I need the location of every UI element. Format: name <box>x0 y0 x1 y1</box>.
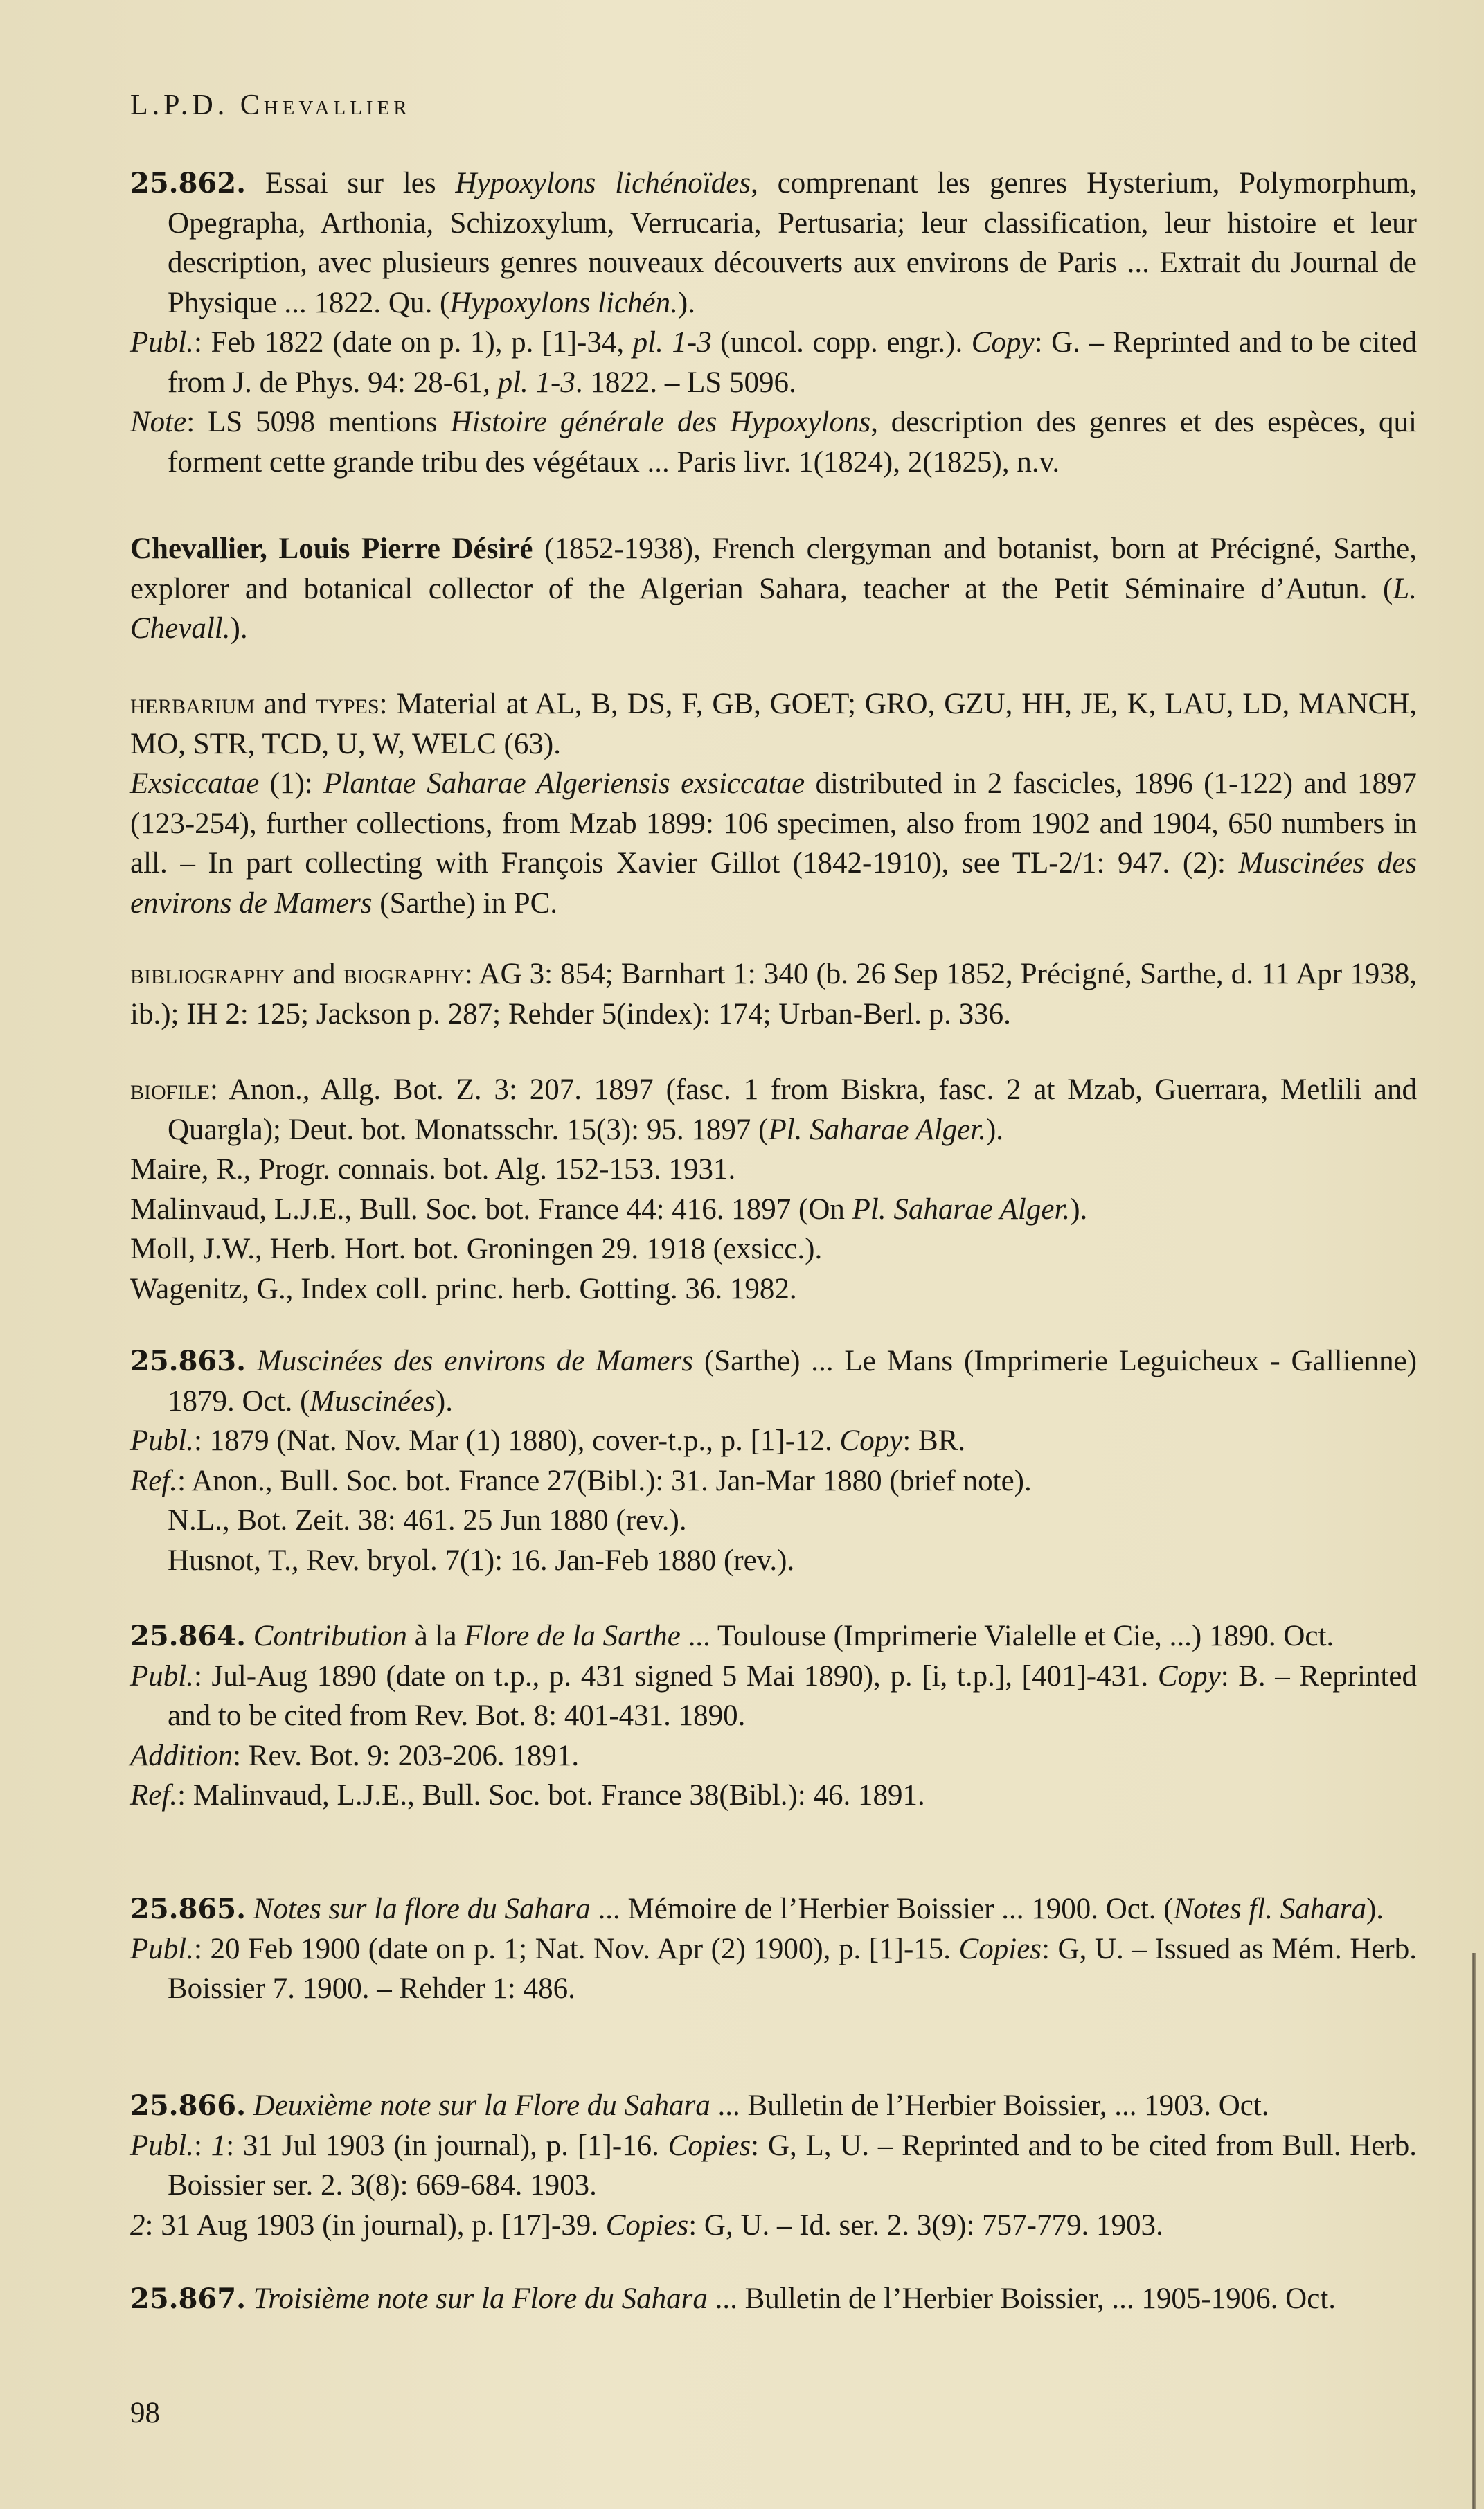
entry-note: Note: LS 5098 mentions Histoire générale des Hypoxylons, description des genres et des espèces, qui forment cette grande tribu des végétaux ... Paris livr. 1(1824), 2(1825), n.v. <box>130 406 1417 479</box>
entry-title: 25.865. Notes sur la flore du Sahara ... Mémoire de l’Herbier Boissier ... 1900. Oct. (Notes fl. Sahara). <box>130 1893 1384 1925</box>
entry-publication: Publ.: 1: 31 Jul 1903 (in journal), p. [1]-16. Copies: G, L, U. – Reprinted and to be cited from Bull. Herb. Boissier ser. 2. 3(8): 669-684. 1903. <box>130 2129 1417 2202</box>
entry-number: 25.862. <box>130 167 247 199</box>
entry-publication-part2: 2: 31 Aug 1903 (in journal), p. [17]-39. Copies: G, U. – Id. ser. 2. 3(9): 757-779. 1903. <box>130 2208 1163 2242</box>
entry-number: 25.866. <box>130 2089 247 2122</box>
page-number: 98 <box>130 2397 160 2429</box>
entry-25863 <box>130 1341 1417 1580</box>
entry-publication: Publ.: Jul-Aug 1890 (date on t.p., p. 431 signed 5 Mai 1890), p. [i, t.p.], [401]-431. Copy: B. – Reprinted and to be cited from Rev. Bot. 8: 401-431. 1890. <box>130 1659 1417 1732</box>
author-name: Chevallier, Louis Pierre Désiré <box>130 533 533 565</box>
entry-reference: Husnot, T., Rev. bryol. 7(1): 16. Jan-Feb 1880 (rev.). <box>168 1544 795 1577</box>
entry-reference: N.L., Bot. Zeit. 38: 461. 25 Jun 1880 (rev.). <box>168 1504 687 1537</box>
herbarium-paragraph: herbarium and types: Material at AL, B, DS, F, GB, GOET; GRO, GZU, HH, JE, K, LAU, LD, MANCH, MO, STR, TCD, U, W, WELC (63). <box>130 688 1417 760</box>
author-paragraph: Chevallier, Louis Pierre Désiré (1852-1938), French clergyman and botanist, born at Précigné, Sarthe, explorer and botanical collector of the Algerian Sahara, teacher at the Petit Séminaire d’Autun. (L. Chevall.). <box>130 533 1417 645</box>
biofile-item: Malinvaud, L.J.E., Bull. Soc. bot. France 44: 416. 1897 (On Pl. Saharae Alger.). <box>130 1193 1088 1226</box>
entry-addition: Addition: Rev. Bot. 9: 203-206. 1891. <box>130 1739 580 1772</box>
entry-reference: Ref.: Malinvaud, L.J.E., Bull. Soc. bot. France 38(Bibl.): 46. 1891. <box>130 1779 925 1812</box>
entry-25867 <box>130 2279 1417 2319</box>
author-biography <box>130 529 1417 649</box>
herbarium-section <box>130 684 1417 923</box>
entry-25865 <box>130 1889 1417 2009</box>
biofile-item: Wagenitz, G., Index coll. princ. herb. Gotting. 36. 1982. <box>130 1272 797 1305</box>
page-edge-shadow <box>1472 1953 1476 2509</box>
bibliography-paragraph: bibliography and biography: AG 3: 854; Barnhart 1: 340 (b. 26 Sep 1852, Précigné, Sarthe, d. 11 Apr 1938, ib.); IH 2: 125; Jackson p. 287; Rehder 5(index): 174; Urban-Berl. p. 336. <box>130 958 1417 1030</box>
exsiccatae-paragraph: Exsiccatae (1): Plantae Saharae Algeriensis exsiccatae distributed in 2 fascicles, 1896 (1-122) and 1897 (123-254), further collections, from Mzab 1899: 106 specimen, also from 1902 and 1904, 650 numbers in all. – In part collecting with François Xavier Gillot (1842-1910), see TL-2/1: 947. (2): Muscinées des environs de Mamers (Sarthe) in PC. <box>130 767 1418 920</box>
entry-25866 <box>130 2086 1417 2245</box>
entry-25862 <box>130 163 1417 482</box>
entry-number: 25.864. <box>130 1620 247 1652</box>
entry-number: 25.865. <box>130 1893 247 1925</box>
entry-publication: Publ.: Feb 1822 (date on p. 1), p. [1]-34, pl. 1-3 (uncol. copp. engr.). Copy: G. – Reprinted and to be cited from J. de Phys. 94: 28-61, pl. 1-3. 1822. – LS 5096. <box>130 326 1417 399</box>
entry-title: 25.866. Deuxième note sur la Flore du Sahara ... Bulletin de l’Herbier Boissier, ... 1903. Oct. <box>130 2089 1269 2122</box>
biofile-item: Moll, J.W., Herb. Hort. bot. Groningen 29. 1918 (exsicc.). <box>130 1233 823 1265</box>
entry-number: 25.863. <box>130 1345 247 1377</box>
biofile-item: biofile: Anon., Allg. Bot. Z. 3: 207. 1897 (fasc. 1 from Biskra, fasc. 2 at Mzab, Guerrara, Metlili and Quargla); Deut. bot. Monatsschr. 15(3): 95. 1897 (Pl. Saharae Alger.). <box>130 1073 1417 1146</box>
entry-title: 25.862. Essai sur les Hypoxylons lichénoïdes, comprenant les genres Hysterium, Polymorphum, Opegrapha, Arthonia, Schizoxylum, Verrucaria, Pertusaria; leur classification, leur histoire et leur description, avec plusieurs genres nouveaux découverts aux environs de Paris ... Extrait du Journal de Physique ... 1822. Qu. (Hypoxylons lichén.). <box>130 167 1417 319</box>
entry-reference: Ref.: Anon., Bull. Soc. bot. France 27(Bibl.): 31. Jan-Mar 1880 (brief note). <box>130 1464 1032 1497</box>
entry-publication: Publ.: 1879 (Nat. Nov. Mar (1) 1880), cover-t.p., p. [1]-12. Copy: BR. <box>130 1425 966 1457</box>
entry-title: 25.867. Troisième note sur la Flore du Sahara ... Bulletin de l’Herbier Boissier, ... 1905-1906. Oct. <box>130 2283 1337 2315</box>
entry-title: 25.864. Contribution à la Flore de la Sarthe ... Toulouse (Imprimerie Vialelle et Cie, ...) 1890. Oct. <box>130 1620 1334 1652</box>
entry-publication: Publ.: 20 Feb 1900 (date on p. 1; Nat. Nov. Apr (2) 1900), p. [1]-15. Copies: G, U. – Issued as Mém. Herb. Boissier 7. 1900. – Rehder 1: 486. <box>130 1932 1417 2005</box>
entry-25864 <box>130 1616 1417 1816</box>
biofile-item: Maire, R., Progr. connais. bot. Alg. 152-153. 1931. <box>130 1153 736 1186</box>
bibliography-section <box>130 954 1417 1034</box>
entry-title: 25.863. Muscinées des environs de Mamers (Sarthe) ... Le Mans (Imprimerie Leguicheux - Gallienne) 1879. Oct. (Muscinées). <box>130 1345 1418 1418</box>
running-head: L.P.D. Chevallier <box>130 89 411 121</box>
biofile-section <box>130 1070 1417 1309</box>
entry-number: 25.867. <box>130 2283 247 2315</box>
